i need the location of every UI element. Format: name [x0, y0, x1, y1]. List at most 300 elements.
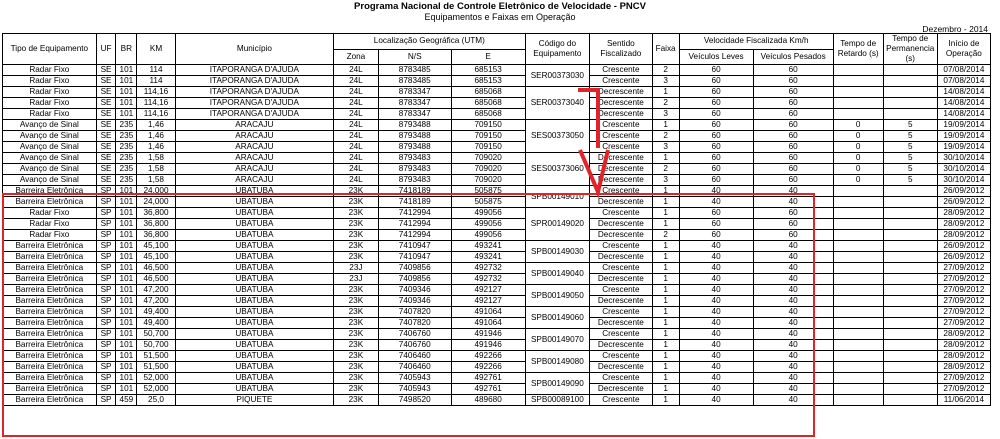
cell-ns: 7405943 — [378, 384, 451, 395]
cell-codigo: SPB00149030 — [525, 241, 590, 263]
table-row — [3, 362, 991, 373]
header-ns: N/S — [378, 49, 451, 65]
cell-ns: 8783485 — [378, 65, 451, 76]
cell-permanencia — [883, 274, 937, 285]
cell-faixa: 1 — [652, 197, 679, 208]
cell-retardo — [833, 186, 883, 197]
cell-inicio: 26/09/2012 — [937, 186, 990, 197]
cell-e: 709020 — [451, 175, 525, 186]
cell-pesados: 60 — [753, 76, 833, 87]
cell-br: 101 — [116, 241, 137, 252]
cell-br: 101 — [116, 252, 137, 263]
cell-faixa: 1 — [652, 241, 679, 252]
cell-pesados: 40 — [753, 263, 833, 274]
cell-zona: 24L — [334, 87, 379, 98]
cell-e: 491064 — [451, 307, 525, 318]
cell-sentido: Crescente — [590, 285, 652, 296]
header-tipo: Tipo de Equipamento — [3, 34, 97, 65]
cell-ns: 7418189 — [378, 197, 451, 208]
cell-inicio: 28/09/2012 — [937, 340, 990, 351]
header-localizacao: Localização Geográfica (UTM) — [334, 34, 526, 50]
cell-km: 52,000 — [137, 384, 176, 395]
cell-uf: SE — [96, 87, 116, 98]
cell-faixa: 2 — [652, 98, 679, 109]
cell-km: 46,500 — [137, 263, 176, 274]
cell-inicio: 27/09/2012 — [937, 285, 990, 296]
cell-leves: 60 — [679, 120, 753, 131]
cell-municipio: UBATUBA — [175, 384, 333, 395]
cell-municipio: UBATUBA — [175, 285, 333, 296]
cell-ns: 7410947 — [378, 241, 451, 252]
cell-pesados: 60 — [753, 219, 833, 230]
cell-ns: 7412994 — [378, 230, 451, 241]
cell-inicio: 19/09/2014 — [937, 142, 990, 153]
header-km: KM — [137, 34, 176, 65]
cell-retardo — [833, 351, 883, 362]
header-municipio: Município — [175, 34, 333, 65]
cell-zona: 23K — [334, 351, 379, 362]
cell-faixa: 1 — [652, 373, 679, 384]
cell-br: 101 — [116, 208, 137, 219]
cell-retardo: 0 — [833, 120, 883, 131]
cell-pesados: 60 — [753, 208, 833, 219]
cell-br: 101 — [116, 219, 137, 230]
cell-km: 114 — [137, 65, 176, 76]
cell-km: 36,800 — [137, 219, 176, 230]
cell-zona: 24L — [334, 131, 379, 142]
cell-faixa: 1 — [652, 153, 679, 164]
cell-inicio: 28/09/2012 — [937, 219, 990, 230]
cell-leves: 60 — [679, 164, 753, 175]
cell-faixa: 1 — [652, 340, 679, 351]
cell-pesados: 40 — [753, 241, 833, 252]
cell-permanencia — [883, 230, 937, 241]
cell-uf: SP — [96, 351, 116, 362]
cell-tipo: Avanço de Sinal — [3, 120, 97, 131]
cell-km: 50,700 — [137, 340, 176, 351]
cell-zona: 23K — [334, 329, 379, 340]
header-pesados: Veículos Pesados — [753, 49, 833, 65]
cell-faixa: 1 — [652, 318, 679, 329]
cell-permanencia — [883, 186, 937, 197]
table-row — [3, 318, 991, 329]
cell-faixa: 1 — [652, 395, 679, 406]
table-row — [3, 384, 991, 395]
cell-br: 459 — [116, 395, 137, 406]
cell-leves: 40 — [679, 340, 753, 351]
cell-faixa: 1 — [652, 263, 679, 274]
cell-faixa: 1 — [652, 120, 679, 131]
cell-permanencia — [883, 252, 937, 263]
cell-pesados: 40 — [753, 395, 833, 406]
cell-sentido: Decrescente — [590, 98, 652, 109]
cell-km: 36,800 — [137, 208, 176, 219]
cell-tipo: Barreira Eletrônica — [3, 285, 97, 296]
cell-sentido: Decrescente — [590, 197, 652, 208]
cell-tipo: Radar Fixo — [3, 208, 97, 219]
cell-km: 114,16 — [137, 87, 176, 98]
cell-tipo: Barreira Eletrônica — [3, 307, 97, 318]
cell-municipio: ARACAJU — [175, 175, 333, 186]
cell-e: 492266 — [451, 351, 525, 362]
cell-municipio: UBATUBA — [175, 263, 333, 274]
cell-inicio: 26/09/2012 — [937, 197, 990, 208]
cell-zona: 23K — [334, 208, 379, 219]
cell-leves: 60 — [679, 98, 753, 109]
table-row — [3, 230, 991, 241]
cell-zona: 23K — [334, 296, 379, 307]
cell-km: 1,58 — [137, 153, 176, 164]
cell-uf: SP — [96, 340, 116, 351]
cell-uf: SE — [96, 109, 116, 120]
cell-e: 493241 — [451, 241, 525, 252]
cell-e: 709150 — [451, 142, 525, 153]
cell-municipio: ARACAJU — [175, 142, 333, 153]
cell-pesados: 40 — [753, 373, 833, 384]
cell-pesados: 60 — [753, 98, 833, 109]
table-row — [3, 241, 991, 252]
cell-uf: SP — [96, 307, 116, 318]
cell-permanencia — [883, 318, 937, 329]
cell-e: 492732 — [451, 274, 525, 285]
cell-e: 499056 — [451, 230, 525, 241]
table-row — [3, 307, 991, 318]
cell-km: 52,000 — [137, 373, 176, 384]
cell-e: 492127 — [451, 285, 525, 296]
cell-retardo — [833, 87, 883, 98]
cell-permanencia — [883, 87, 937, 98]
cell-km: 114,16 — [137, 98, 176, 109]
cell-e: 685068 — [451, 109, 525, 120]
cell-km: 114,16 — [137, 109, 176, 120]
cell-br: 101 — [116, 373, 137, 384]
cell-pesados: 60 — [753, 131, 833, 142]
cell-uf: SE — [96, 153, 116, 164]
cell-retardo: 0 — [833, 164, 883, 175]
cell-retardo: 0 — [833, 153, 883, 164]
cell-zona: 24L — [334, 120, 379, 131]
cell-e: 505875 — [451, 186, 525, 197]
cell-pesados: 40 — [753, 362, 833, 373]
cell-inicio: 26/09/2012 — [937, 241, 990, 252]
cell-pesados: 40 — [753, 186, 833, 197]
cell-leves: 60 — [679, 131, 753, 142]
cell-e: 709020 — [451, 164, 525, 175]
cell-permanencia: 5 — [883, 120, 937, 131]
cell-sentido: Crescente — [590, 241, 652, 252]
cell-municipio: UBATUBA — [175, 329, 333, 340]
cell-sentido: Decrescente — [590, 318, 652, 329]
header-faixa: Faixa — [652, 34, 679, 65]
table-row — [3, 329, 991, 340]
cell-retardo — [833, 76, 883, 87]
cell-pesados: 60 — [753, 153, 833, 164]
cell-inicio: 19/09/2014 — [937, 120, 990, 131]
cell-e: 491946 — [451, 329, 525, 340]
cell-permanencia: 5 — [883, 164, 937, 175]
cell-municipio: UBATUBA — [175, 241, 333, 252]
cell-codigo: SER00373040 — [525, 87, 590, 120]
cell-tipo: Barreira Eletrônica — [3, 340, 97, 351]
cell-uf: SP — [96, 263, 116, 274]
cell-e: 685153 — [451, 76, 525, 87]
cell-km: 36,800 — [137, 230, 176, 241]
cell-permanencia — [883, 285, 937, 296]
cell-leves: 40 — [679, 285, 753, 296]
cell-municipio: UBATUBA — [175, 351, 333, 362]
cell-leves: 40 — [679, 329, 753, 340]
cell-e: 685068 — [451, 98, 525, 109]
cell-br: 235 — [116, 142, 137, 153]
cell-retardo — [833, 318, 883, 329]
cell-inicio: 19/09/2014 — [937, 131, 990, 142]
cell-br: 101 — [116, 274, 137, 285]
cell-municipio: ITAPORANGA D'AJUDA — [175, 87, 333, 98]
cell-leves: 60 — [679, 153, 753, 164]
cell-codigo: SPB00149080 — [525, 351, 590, 373]
cell-tipo: Barreira Eletrônica — [3, 186, 97, 197]
cell-faixa: 2 — [652, 230, 679, 241]
cell-faixa: 1 — [652, 362, 679, 373]
cell-faixa: 1 — [652, 296, 679, 307]
cell-permanencia — [883, 307, 937, 318]
cell-e: 685068 — [451, 87, 525, 98]
header-sentido: Sentido Fiscalizado — [590, 34, 652, 65]
cell-ns: 7418189 — [378, 186, 451, 197]
cell-ns: 7407820 — [378, 307, 451, 318]
cell-codigo: SPB00149070 — [525, 329, 590, 351]
cell-codigo: SPB00149060 — [525, 307, 590, 329]
cell-inicio: 27/09/2012 — [937, 296, 990, 307]
cell-leves: 60 — [679, 175, 753, 186]
cell-leves: 60 — [679, 76, 753, 87]
cell-retardo — [833, 384, 883, 395]
cell-uf: SE — [96, 142, 116, 153]
cell-faixa: 3 — [652, 142, 679, 153]
header-e: E — [451, 49, 525, 65]
cell-km: 45,100 — [137, 241, 176, 252]
cell-municipio: ITAPORANGA D'AJUDA — [175, 76, 333, 87]
cell-km: 45,100 — [137, 252, 176, 263]
cell-zona: 23K — [334, 197, 379, 208]
cell-inicio: 14/08/2014 — [937, 109, 990, 120]
cell-sentido: Decrescente — [590, 87, 652, 98]
cell-tipo: Barreira Eletrônica — [3, 329, 97, 340]
cell-inicio: 27/09/2012 — [937, 384, 990, 395]
cell-sentido: Crescente — [590, 351, 652, 362]
header-uf: UF — [96, 34, 116, 65]
table-row — [3, 340, 991, 351]
table-row — [3, 76, 991, 87]
cell-codigo: SPR00149020 — [525, 208, 590, 241]
cell-sentido: Crescente — [590, 142, 652, 153]
cell-sentido: Decrescente — [590, 109, 652, 120]
cell-retardo — [833, 362, 883, 373]
cell-pesados: 60 — [753, 142, 833, 153]
cell-sentido: Decrescente — [590, 164, 652, 175]
cell-retardo — [833, 98, 883, 109]
cell-municipio: UBATUBA — [175, 318, 333, 329]
cell-zona: 23K — [334, 219, 379, 230]
table-row — [3, 153, 991, 164]
cell-municipio: ARACAJU — [175, 131, 333, 142]
cell-tipo: Barreira Eletrônica — [3, 362, 97, 373]
cell-tipo: Avanço de Sinal — [3, 153, 97, 164]
cell-sentido: Crescente — [590, 307, 652, 318]
cell-zona: 23K — [334, 186, 379, 197]
cell-leves: 40 — [679, 384, 753, 395]
cell-municipio: UBATUBA — [175, 307, 333, 318]
cell-permanencia — [883, 395, 937, 406]
cell-pesados: 40 — [753, 329, 833, 340]
cell-ns: 8793483 — [378, 164, 451, 175]
cell-km: 46,500 — [137, 274, 176, 285]
cell-permanencia: 5 — [883, 131, 937, 142]
cell-inicio: 07/08/2014 — [937, 65, 990, 76]
cell-zona: 23K — [334, 241, 379, 252]
cell-municipio: UBATUBA — [175, 219, 333, 230]
cell-municipio: ARACAJU — [175, 120, 333, 131]
cell-codigo: SER00373030 — [525, 65, 590, 87]
cell-km: 47,200 — [137, 296, 176, 307]
table-row — [3, 98, 991, 109]
cell-tipo: Barreira Eletrônica — [3, 197, 97, 208]
cell-permanencia — [883, 362, 937, 373]
cell-br: 101 — [116, 351, 137, 362]
cell-retardo — [833, 395, 883, 406]
cell-zona: 23J — [334, 263, 379, 274]
cell-municipio: UBATUBA — [175, 274, 333, 285]
cell-tipo: Barreira Eletrônica — [3, 296, 97, 307]
report-date: Dezembro - 2014 — [922, 24, 988, 34]
table-body — [3, 65, 991, 406]
cell-km: 114 — [137, 76, 176, 87]
cell-permanencia: 5 — [883, 142, 937, 153]
cell-e: 492732 — [451, 263, 525, 274]
cell-sentido: Crescente — [590, 329, 652, 340]
cell-pesados: 60 — [753, 175, 833, 186]
table-row — [3, 197, 991, 208]
cell-sentido: Decrescente — [590, 384, 652, 395]
cell-pesados: 40 — [753, 274, 833, 285]
cell-sentido: Crescente — [590, 395, 652, 406]
cell-e: 685153 — [451, 65, 525, 76]
cell-e: 709150 — [451, 131, 525, 142]
cell-uf: SP — [96, 186, 116, 197]
cell-ns: 7406760 — [378, 329, 451, 340]
cell-br: 101 — [116, 296, 137, 307]
cell-uf: SP — [96, 230, 116, 241]
cell-sentido: Crescente — [590, 208, 652, 219]
cell-retardo — [833, 208, 883, 219]
cell-leves: 40 — [679, 373, 753, 384]
cell-leves: 60 — [679, 65, 753, 76]
cell-leves: 60 — [679, 208, 753, 219]
cell-permanencia — [883, 351, 937, 362]
cell-inicio: 28/09/2012 — [937, 208, 990, 219]
cell-permanencia — [883, 329, 937, 340]
header-retardo: Tempo de Retardo (s) — [833, 34, 883, 65]
cell-uf: SP — [96, 274, 116, 285]
cell-zona: 24L — [334, 175, 379, 186]
cell-leves: 40 — [679, 318, 753, 329]
cell-uf: SE — [96, 65, 116, 76]
cell-retardo: 0 — [833, 175, 883, 186]
cell-faixa: 1 — [652, 329, 679, 340]
cell-municipio: UBATUBA — [175, 362, 333, 373]
cell-zona: 24L — [334, 65, 379, 76]
cell-ns: 8793483 — [378, 153, 451, 164]
cell-leves: 60 — [679, 87, 753, 98]
cell-ns: 7409346 — [378, 296, 451, 307]
cell-zona: 23K — [334, 318, 379, 329]
cell-retardo — [833, 274, 883, 285]
cell-permanencia: 5 — [883, 175, 937, 186]
cell-retardo: 0 — [833, 131, 883, 142]
cell-retardo — [833, 329, 883, 340]
cell-zona: 23J — [334, 274, 379, 285]
cell-sentido: Decrescente — [590, 340, 652, 351]
cell-pesados: 40 — [753, 351, 833, 362]
cell-km: 47,200 — [137, 285, 176, 296]
table-row — [3, 285, 991, 296]
cell-ns: 7409856 — [378, 263, 451, 274]
cell-tipo: Radar Fixo — [3, 219, 97, 230]
cell-e: 709150 — [451, 120, 525, 131]
cell-km: 1,46 — [137, 142, 176, 153]
cell-sentido: Decrescente — [590, 362, 652, 373]
cell-permanencia — [883, 98, 937, 109]
cell-faixa: 2 — [652, 65, 679, 76]
cell-ns: 7498520 — [378, 395, 451, 406]
cell-leves: 40 — [679, 274, 753, 285]
cell-inicio: 30/10/2014 — [937, 153, 990, 164]
cell-permanencia — [883, 197, 937, 208]
cell-sentido: Decrescente — [590, 219, 652, 230]
cell-uf: SE — [96, 76, 116, 87]
table-row — [3, 208, 991, 219]
cell-municipio: UBATUBA — [175, 230, 333, 241]
cell-e: 492761 — [451, 384, 525, 395]
table-row — [3, 263, 991, 274]
cell-zona: 23K — [334, 252, 379, 263]
header-codigo: Código do Equipamento — [525, 34, 590, 65]
cell-ns: 7410947 — [378, 252, 451, 263]
cell-uf: SP — [96, 329, 116, 340]
cell-zona: 23K — [334, 340, 379, 351]
cell-inicio: 14/08/2014 — [937, 98, 990, 109]
cell-faixa: 1 — [652, 274, 679, 285]
cell-inicio: 11/06/2014 — [937, 395, 990, 406]
cell-uf: SP — [96, 373, 116, 384]
cell-br: 101 — [116, 329, 137, 340]
cell-uf: SP — [96, 219, 116, 230]
cell-uf: SE — [96, 164, 116, 175]
cell-faixa: 2 — [652, 131, 679, 142]
cell-leves: 40 — [679, 351, 753, 362]
cell-uf: SE — [96, 98, 116, 109]
cell-leves: 40 — [679, 296, 753, 307]
cell-tipo: Radar Fixo — [3, 109, 97, 120]
table-row — [3, 120, 991, 131]
cell-e: 489680 — [451, 395, 525, 406]
cell-leves: 40 — [679, 263, 753, 274]
cell-faixa: 2 — [652, 164, 679, 175]
cell-inicio: 27/09/2012 — [937, 263, 990, 274]
cell-permanencia — [883, 296, 937, 307]
cell-faixa: 1 — [652, 384, 679, 395]
cell-uf: SP — [96, 285, 116, 296]
